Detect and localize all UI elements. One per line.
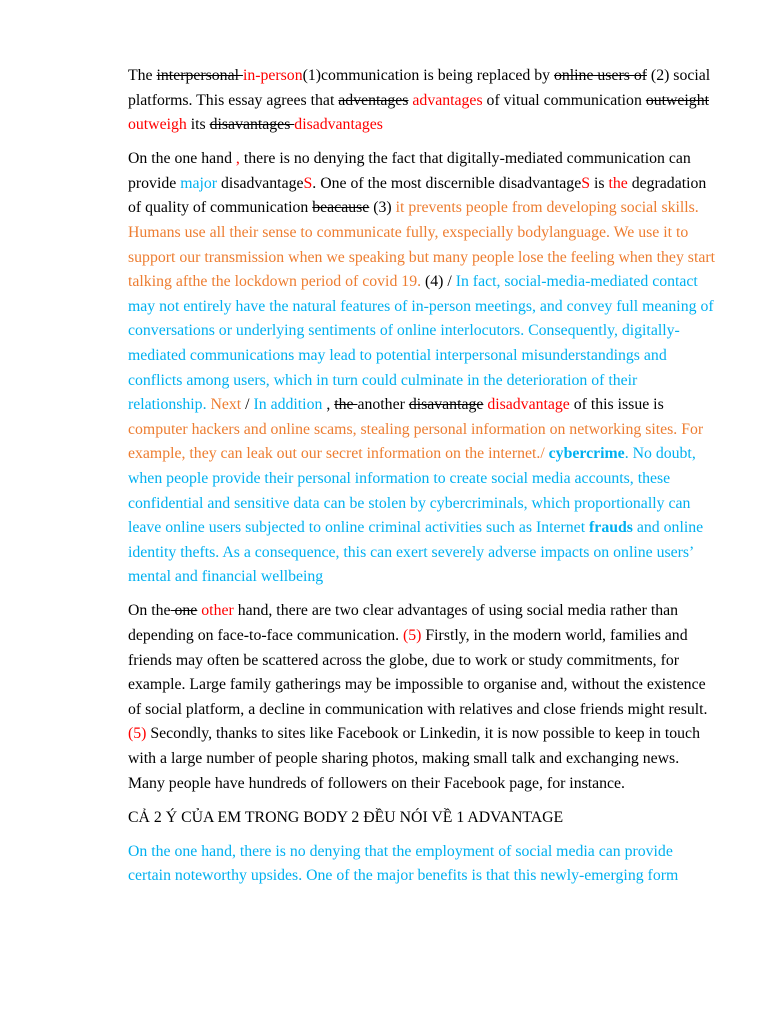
correction-text-run: ,: [235, 150, 240, 168]
struck-text-run: online users of: [553, 67, 647, 84]
text-run: another: [357, 396, 409, 414]
text-run: (2) social platforms. This essay agrees that: [128, 67, 711, 109]
text-run: (3): [369, 199, 396, 217]
suggested-text-run: and online identity thefts. As a consequence, this can exert severely adverse impacts on online users’ mental and financial wellbeing: [128, 519, 704, 586]
text-run: its: [186, 116, 210, 134]
highlighted-text-run: computer hackers and online scams, stealing personal information on networking sites. For example, they can leak out our secret information on the internet./: [128, 420, 704, 463]
struck-text-run: outweight: [645, 91, 709, 109]
text-run: degradation of quality of communication: [128, 174, 707, 217]
intro-paragraph: [128, 64, 716, 138]
correction-text-run: outweigh: [128, 116, 187, 134]
text-run: hand, there are two clear advantages of using social media rather than depending on face-to-face communication.: [128, 602, 679, 645]
struck-text-run: one: [170, 602, 198, 620]
struck-text-run: disavantages: [209, 116, 295, 134]
text-run: . One of the most discernible disadvantage: [312, 174, 582, 192]
struck-text-run: adventages: [338, 91, 409, 109]
highlighted-text-run: it prevents people from developing social skills. Humans use all their sense to communicate fully, exspecially bodylanguage. We use it to support our transmission when we speaking but many people lose the feeling when they start talking afthe the lockdown period of covid 19.: [128, 199, 715, 291]
text-run: there is no denying the fact that digitally-mediated communication can provide: [128, 150, 691, 192]
text-run: The: [128, 67, 157, 84]
text-run: of this issue is: [569, 396, 664, 414]
body-paragraph-advantages: [128, 599, 716, 796]
correction-text-run: disadvantage: [483, 396, 570, 414]
text-run: (4) /: [421, 273, 456, 291]
correction-text-run: (5): [128, 725, 147, 743]
text-run: On the: [128, 602, 171, 620]
correction-text-run: (5): [403, 627, 422, 645]
revised-paragraph: [128, 840, 716, 889]
struck-text-run: disavantage: [408, 396, 484, 414]
struck-text-run: beacause: [312, 199, 370, 217]
correction-text-run: the: [608, 174, 628, 192]
body-paragraph-disadvantages: [128, 147, 716, 590]
suggested-text-run: In addition: [253, 396, 323, 414]
text-run: CẢ 2 Ý CỦA EM TRONG BODY 2 ĐỀU NÓI VỀ 1 ADVANTAGE: [128, 808, 564, 826]
text-run: of vitual communication: [482, 91, 646, 109]
suggested-text-run: In fact, social-media-mediated contact may not entirely have the natural features of in-person meetings, and convey full meaning of conversations or underlying sentiments of online interlocutors. Consequently, digitally-mediated communications may lead to potential interpersonal misunderstandings and conflicts among users, which in turn could culminate in the deterioration of their relationship.: [128, 273, 714, 414]
teacher-comment: [128, 806, 716, 831]
text-run: Firstly, in the modern world, families and friends may often be scattered across the globe, due to work or study commitments, for example. Large family gatherings may be impossible to organise and, without the existence of social platform, a decline in communication with relatives and close friends might result.: [128, 627, 708, 718]
text-run: On the one hand: [128, 150, 236, 168]
correction-text-run: advantages: [408, 91, 483, 109]
text-run: /: [241, 396, 254, 414]
correction-text-run: in-person: [242, 67, 303, 84]
correction-text-run: S: [581, 174, 591, 192]
suggested-text-run: frauds: [589, 519, 633, 537]
text-run: ,: [322, 396, 335, 414]
text-run: is: [590, 174, 609, 192]
highlighted-text-run: Next: [206, 396, 242, 414]
suggested-text-run: On the one hand, there is no denying that the employment of social media can provide certain noteworthy upsides. One of the major benefits is that this newly-emerging form: [128, 842, 679, 885]
text-run: Secondly, thanks to sites like Facebook or Linkedin, it is now possible to keep in touch with a large number of people sharing photos, making small talk and exchanging news. Many people have hundreds of followers on their Facebook page, for instance.: [128, 725, 700, 792]
text-run: disadvantage: [217, 174, 304, 192]
text-run: (1)communication is being replaced by: [302, 67, 554, 84]
struck-text-run: the: [334, 396, 358, 414]
suggested-text-run: major: [180, 174, 218, 192]
correction-text-run: disadvantages: [294, 116, 383, 134]
correction-text-run: other: [197, 602, 234, 620]
essay-document: [128, 64, 716, 899]
suggested-text-run: . No doubt, when people provide their personal information to create social media accounts, these confidential and sensitive data can be stolen by cybercriminals, which proportionally can leave online users subjected to online criminal activities such as Internet: [128, 445, 696, 537]
struck-text-run: interpersonal: [156, 67, 243, 84]
suggested-text-run: cybercrime: [548, 445, 625, 463]
correction-text-run: S: [303, 174, 313, 192]
